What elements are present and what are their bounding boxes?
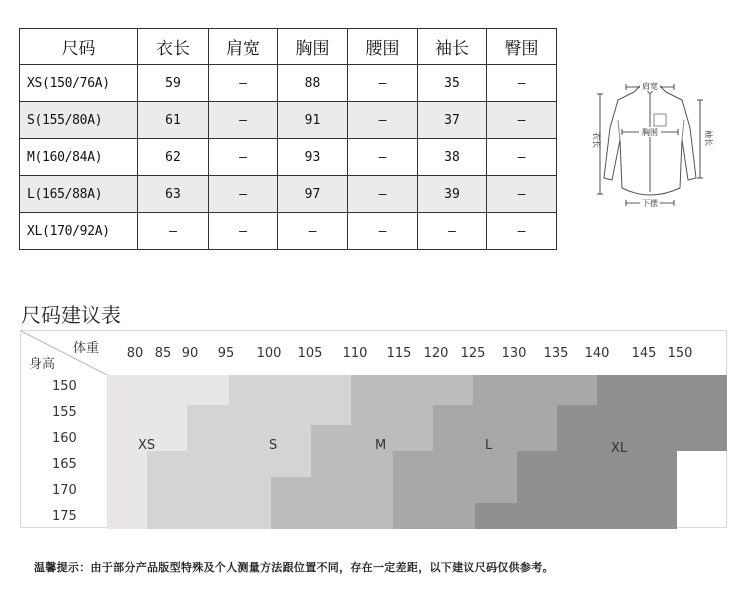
value-cell: –: [487, 213, 557, 250]
size-band-xl: [517, 451, 677, 477]
table-row: [20, 176, 557, 213]
chest-label: 胸围: [642, 128, 658, 137]
size-label-xs: XS: [138, 438, 156, 453]
size-label-m: M: [375, 438, 387, 453]
size-band-l: [393, 451, 517, 477]
value-cell: –: [209, 65, 278, 102]
height-tick-label: 175: [52, 509, 77, 524]
value-cell: –: [209, 213, 278, 250]
size-label-l: L: [485, 438, 493, 453]
garment-measurement-diagram: [590, 70, 713, 216]
size-cell: XS(150/76A): [20, 65, 138, 102]
size-band-m: [311, 425, 433, 451]
size-band-m: [271, 477, 393, 503]
header-size: 尺码: [20, 29, 138, 65]
size-band-s: [147, 477, 271, 529]
size-cell: L(165/88A): [20, 176, 138, 213]
size-table: [19, 28, 557, 250]
value-cell: 93: [278, 139, 348, 176]
weight-tick-label: 135: [543, 346, 569, 361]
height-tick-label: 150: [52, 379, 77, 394]
header-hip: 臀围: [487, 29, 557, 65]
table-row: [20, 102, 557, 139]
size-band-xl: [597, 375, 727, 405]
weight-tick-label: 125: [460, 346, 486, 361]
shoulder-label: 肩宽: [642, 82, 658, 91]
weight-tick-label: 110: [342, 346, 368, 361]
length-label: 衣长: [592, 132, 601, 148]
value-cell: 37: [418, 102, 487, 139]
header-sleeve: 袖长: [418, 29, 487, 65]
value-cell: –: [138, 213, 209, 250]
height-tick-label: 165: [52, 457, 77, 472]
hem-label: 下摆: [642, 199, 658, 208]
size-band-xl: [557, 405, 727, 451]
size-cell: S(155/80A): [20, 102, 138, 139]
weight-tick-label: 120: [423, 346, 449, 361]
weight-tick-label: 150: [667, 346, 693, 361]
value-cell: 91: [278, 102, 348, 139]
size-cell: M(160/84A): [20, 139, 138, 176]
weight-tick-label: 95: [217, 346, 235, 361]
value-cell: –: [209, 139, 278, 176]
size-band-xl: [475, 503, 677, 529]
size-band-xs: [107, 477, 147, 529]
size-band-s: [187, 405, 351, 425]
header-waist: 腰围: [348, 29, 418, 65]
size-label-xl: XL: [611, 441, 628, 456]
value-cell: 35: [418, 65, 487, 102]
value-cell: –: [487, 102, 557, 139]
value-cell: 63: [138, 176, 209, 213]
weight-tick-label: 145: [631, 346, 657, 361]
value-cell: 61: [138, 102, 209, 139]
value-cell: –: [278, 213, 348, 250]
value-cell: –: [348, 176, 418, 213]
size-band-s: [229, 375, 351, 405]
height-tick-label: 160: [52, 431, 77, 446]
size-band-l: [473, 375, 597, 405]
value-cell: –: [209, 102, 278, 139]
value-cell: 38: [418, 139, 487, 176]
size-recommendation-chart: [20, 330, 727, 528]
value-cell: –: [348, 139, 418, 176]
value-cell: 88: [278, 65, 348, 102]
size-band-m: [351, 405, 433, 425]
value-cell: –: [348, 102, 418, 139]
header-chest: 胸围: [278, 29, 348, 65]
value-cell: 97: [278, 176, 348, 213]
weight-tick-label: 80: [126, 346, 144, 361]
value-cell: –: [209, 176, 278, 213]
weight-tick-label: 130: [501, 346, 527, 361]
size-band-s: [187, 425, 311, 451]
shirt-outline-icon: [604, 84, 696, 195]
header-shoulder: 肩宽: [209, 29, 278, 65]
size-label-s: S: [269, 438, 278, 453]
size-table-header-row: [20, 29, 557, 65]
value-cell: 59: [138, 65, 209, 102]
weight-tick-label: 115: [386, 346, 412, 361]
weight-tick-label: 85: [154, 346, 172, 361]
tip-text: 温馨提示：由于部分产品版型特殊及个人测量方法跟位置不同，存在一定差距，以下建议尺码仅供参考。: [34, 561, 554, 574]
weight-tick-label: 100: [256, 346, 282, 361]
weight-tick-label: 140: [584, 346, 610, 361]
size-band-l: [393, 477, 517, 503]
recommendation-title: 尺码建议表: [21, 303, 121, 327]
value-cell: –: [418, 213, 487, 250]
value-cell: 39: [418, 176, 487, 213]
value-cell: –: [487, 176, 557, 213]
size-cell: XL(170/92A): [20, 213, 138, 250]
height-tick-label: 170: [52, 483, 77, 498]
size-band-l: [433, 405, 557, 425]
weight-tick-label: 90: [181, 346, 199, 361]
size-band-l: [433, 425, 557, 451]
size-band-s: [147, 451, 311, 477]
header-length: 衣长: [138, 29, 209, 65]
table-row: [20, 213, 557, 250]
weight-header: 体重: [73, 341, 100, 356]
height-header: 身高: [29, 357, 56, 372]
size-band-m: [311, 451, 393, 477]
value-cell: –: [487, 139, 557, 176]
table-row: [20, 65, 557, 102]
weight-tick-label: 105: [297, 346, 323, 361]
value-cell: –: [348, 65, 418, 102]
table-row: [20, 139, 557, 176]
size-band-m: [351, 375, 473, 405]
height-tick-label: 155: [52, 405, 77, 420]
size-band-m: [271, 503, 393, 529]
value-cell: 62: [138, 139, 209, 176]
value-cell: –: [487, 65, 557, 102]
sleeve-label: 袖长: [704, 130, 713, 146]
size-band-l: [393, 503, 475, 529]
value-cell: –: [348, 213, 418, 250]
size-band-xl: [517, 477, 677, 503]
